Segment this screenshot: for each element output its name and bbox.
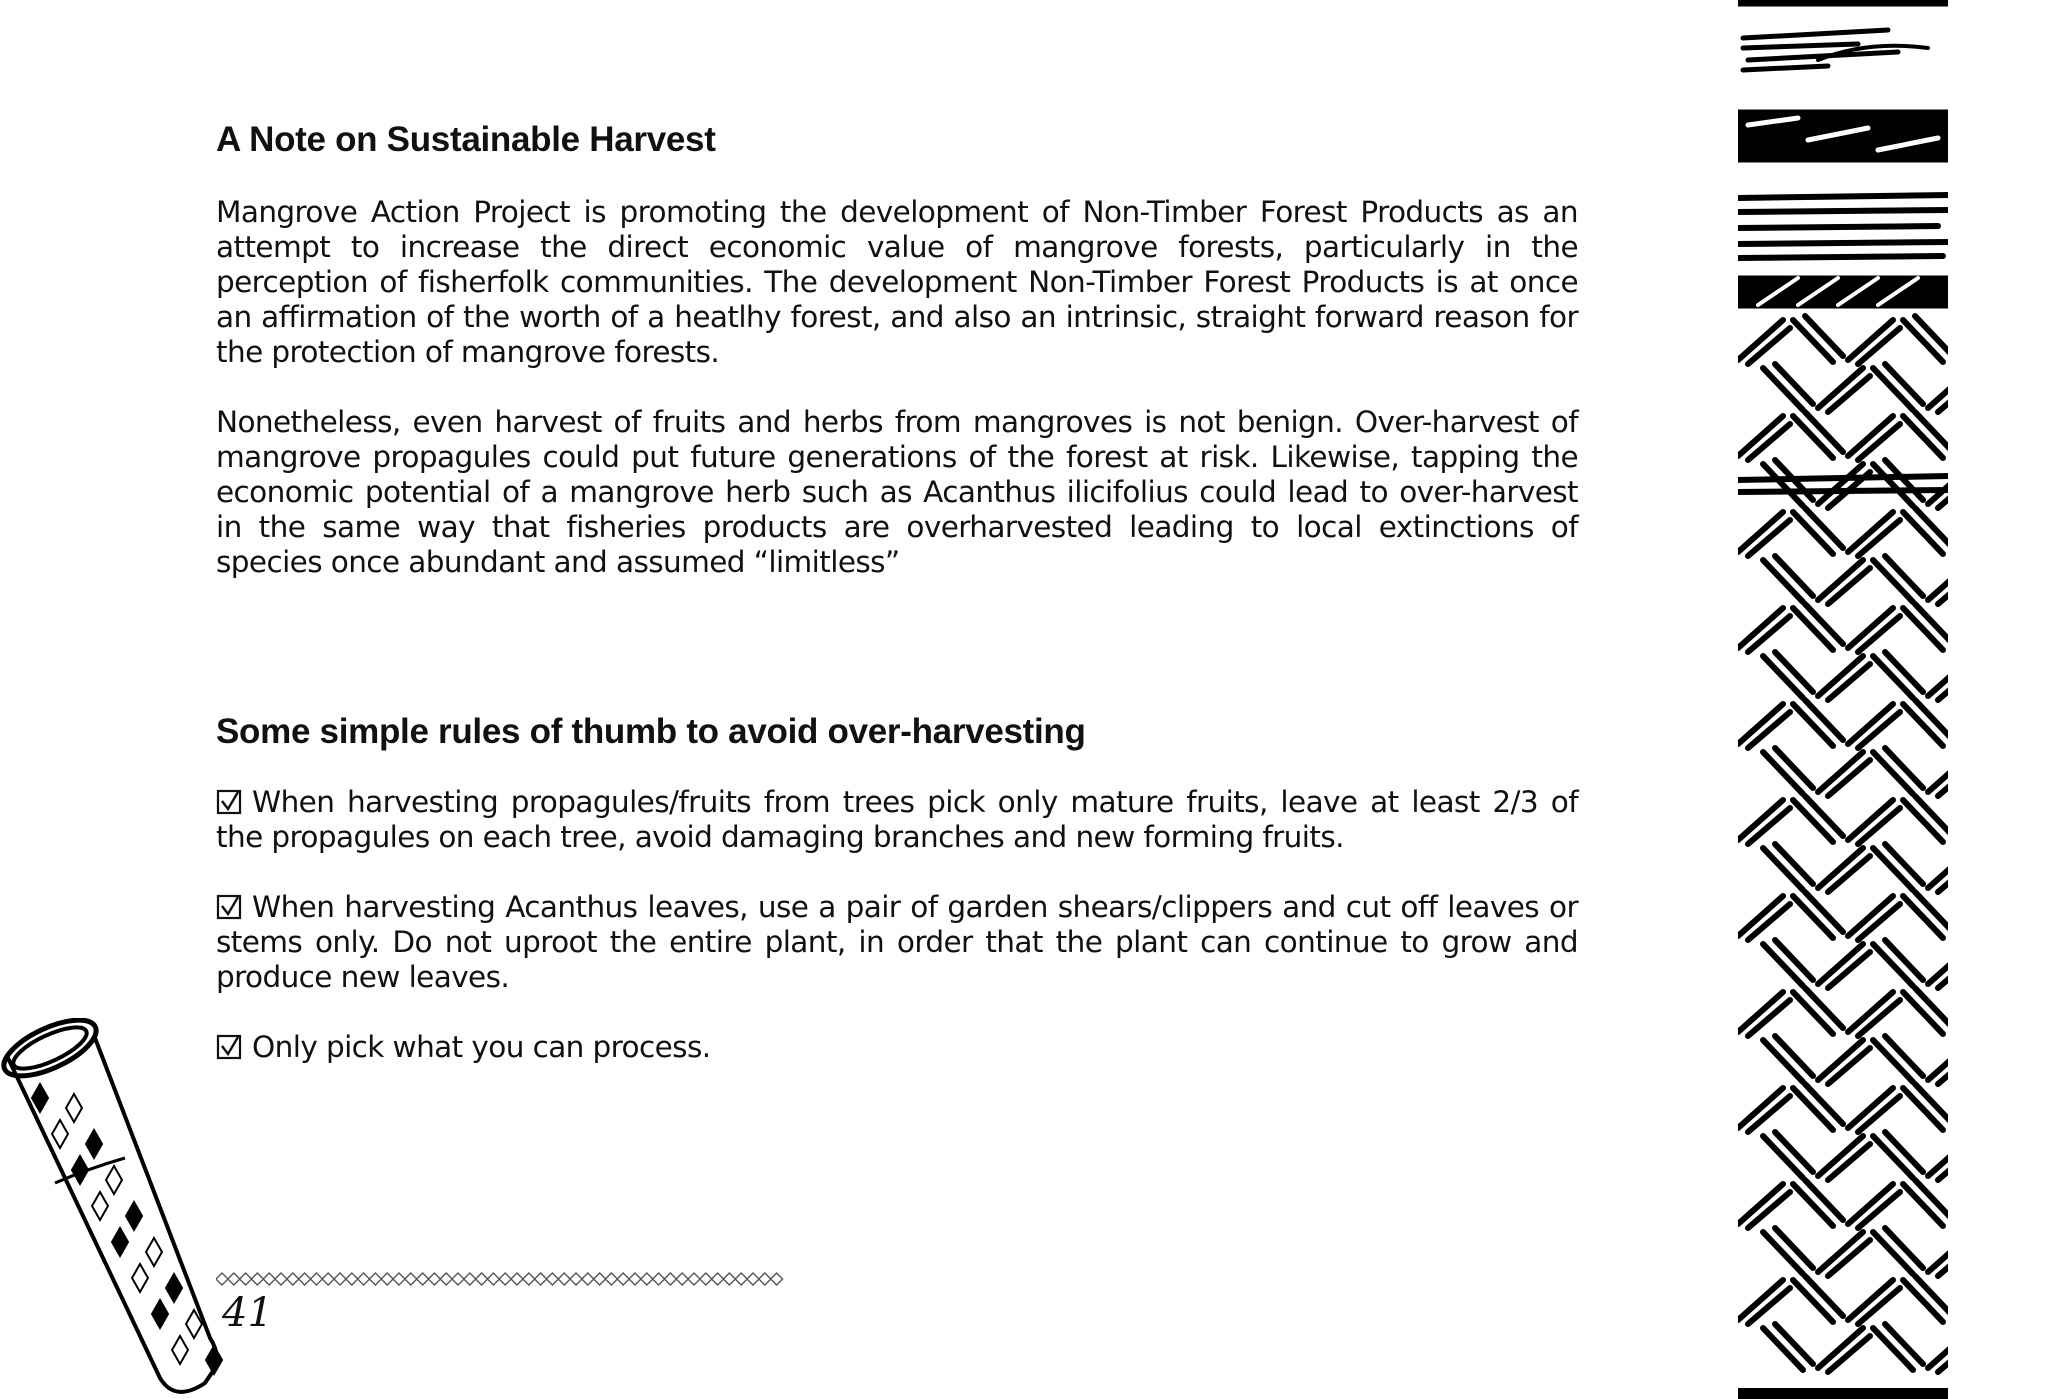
heading-sustainable-harvest: A Note on Sustainable Harvest [216, 120, 716, 159]
checked-box-icon [216, 1034, 242, 1060]
paragraph-intro: Mangrove Action Project is promoting the development of Non-Timber Forest Products as an attempt to increase the direct economic value of mangrove forests, particularly in the perception of fisherfolk communities. The development Non-Timber Forest Products is at once an affirmation of the worth of a heatlhy forest, and also an intrinsic, straight forward reason for the protection of mangrove forests. [216, 195, 1578, 369]
heading-rules-of-thumb: Some simple rules of thumb to avoid over-harvesting [216, 712, 1086, 751]
checked-box-icon [216, 894, 242, 920]
bamboo-tube-illustration [0, 1018, 225, 1399]
diamond-chain-divider [216, 1272, 786, 1286]
rule-item [216, 890, 1578, 995]
rule-text: When harvesting propagules/fruits from trees pick only mature fruits, leave at least 2/3 of the propagules on each tree, avoid damaging branches and new forming fruits. [216, 785, 1578, 854]
rule-text: When harvesting Acanthus leaves, use a pair of garden shears/clippers and cut off leaves or stems only. Do not uproot the entire plant, in order that the plant can continue to grow and produce new leaves. [216, 890, 1578, 994]
rule-item [216, 785, 1578, 855]
checked-box-icon [216, 789, 242, 815]
rule-item [216, 1030, 1578, 1065]
woven-mat-illustration [1738, 0, 1948, 1399]
page-number: 41 [222, 1290, 273, 1336]
paragraph-overharvest: Nonetheless, even harvest of fruits and herbs from mangroves is not benign. Over-harvest of mangrove propagules could put future generations of the forest at risk. Likewise, tapping the economic potential of a mangrove herb such as Acanthus ilicifolius could lead to over-harvest in the same way that fisheries products are overharvested leading to local extinctions of species once abundant and assumed “limitless” [216, 405, 1578, 579]
rule-text: Only pick what you can process. [252, 1030, 711, 1064]
